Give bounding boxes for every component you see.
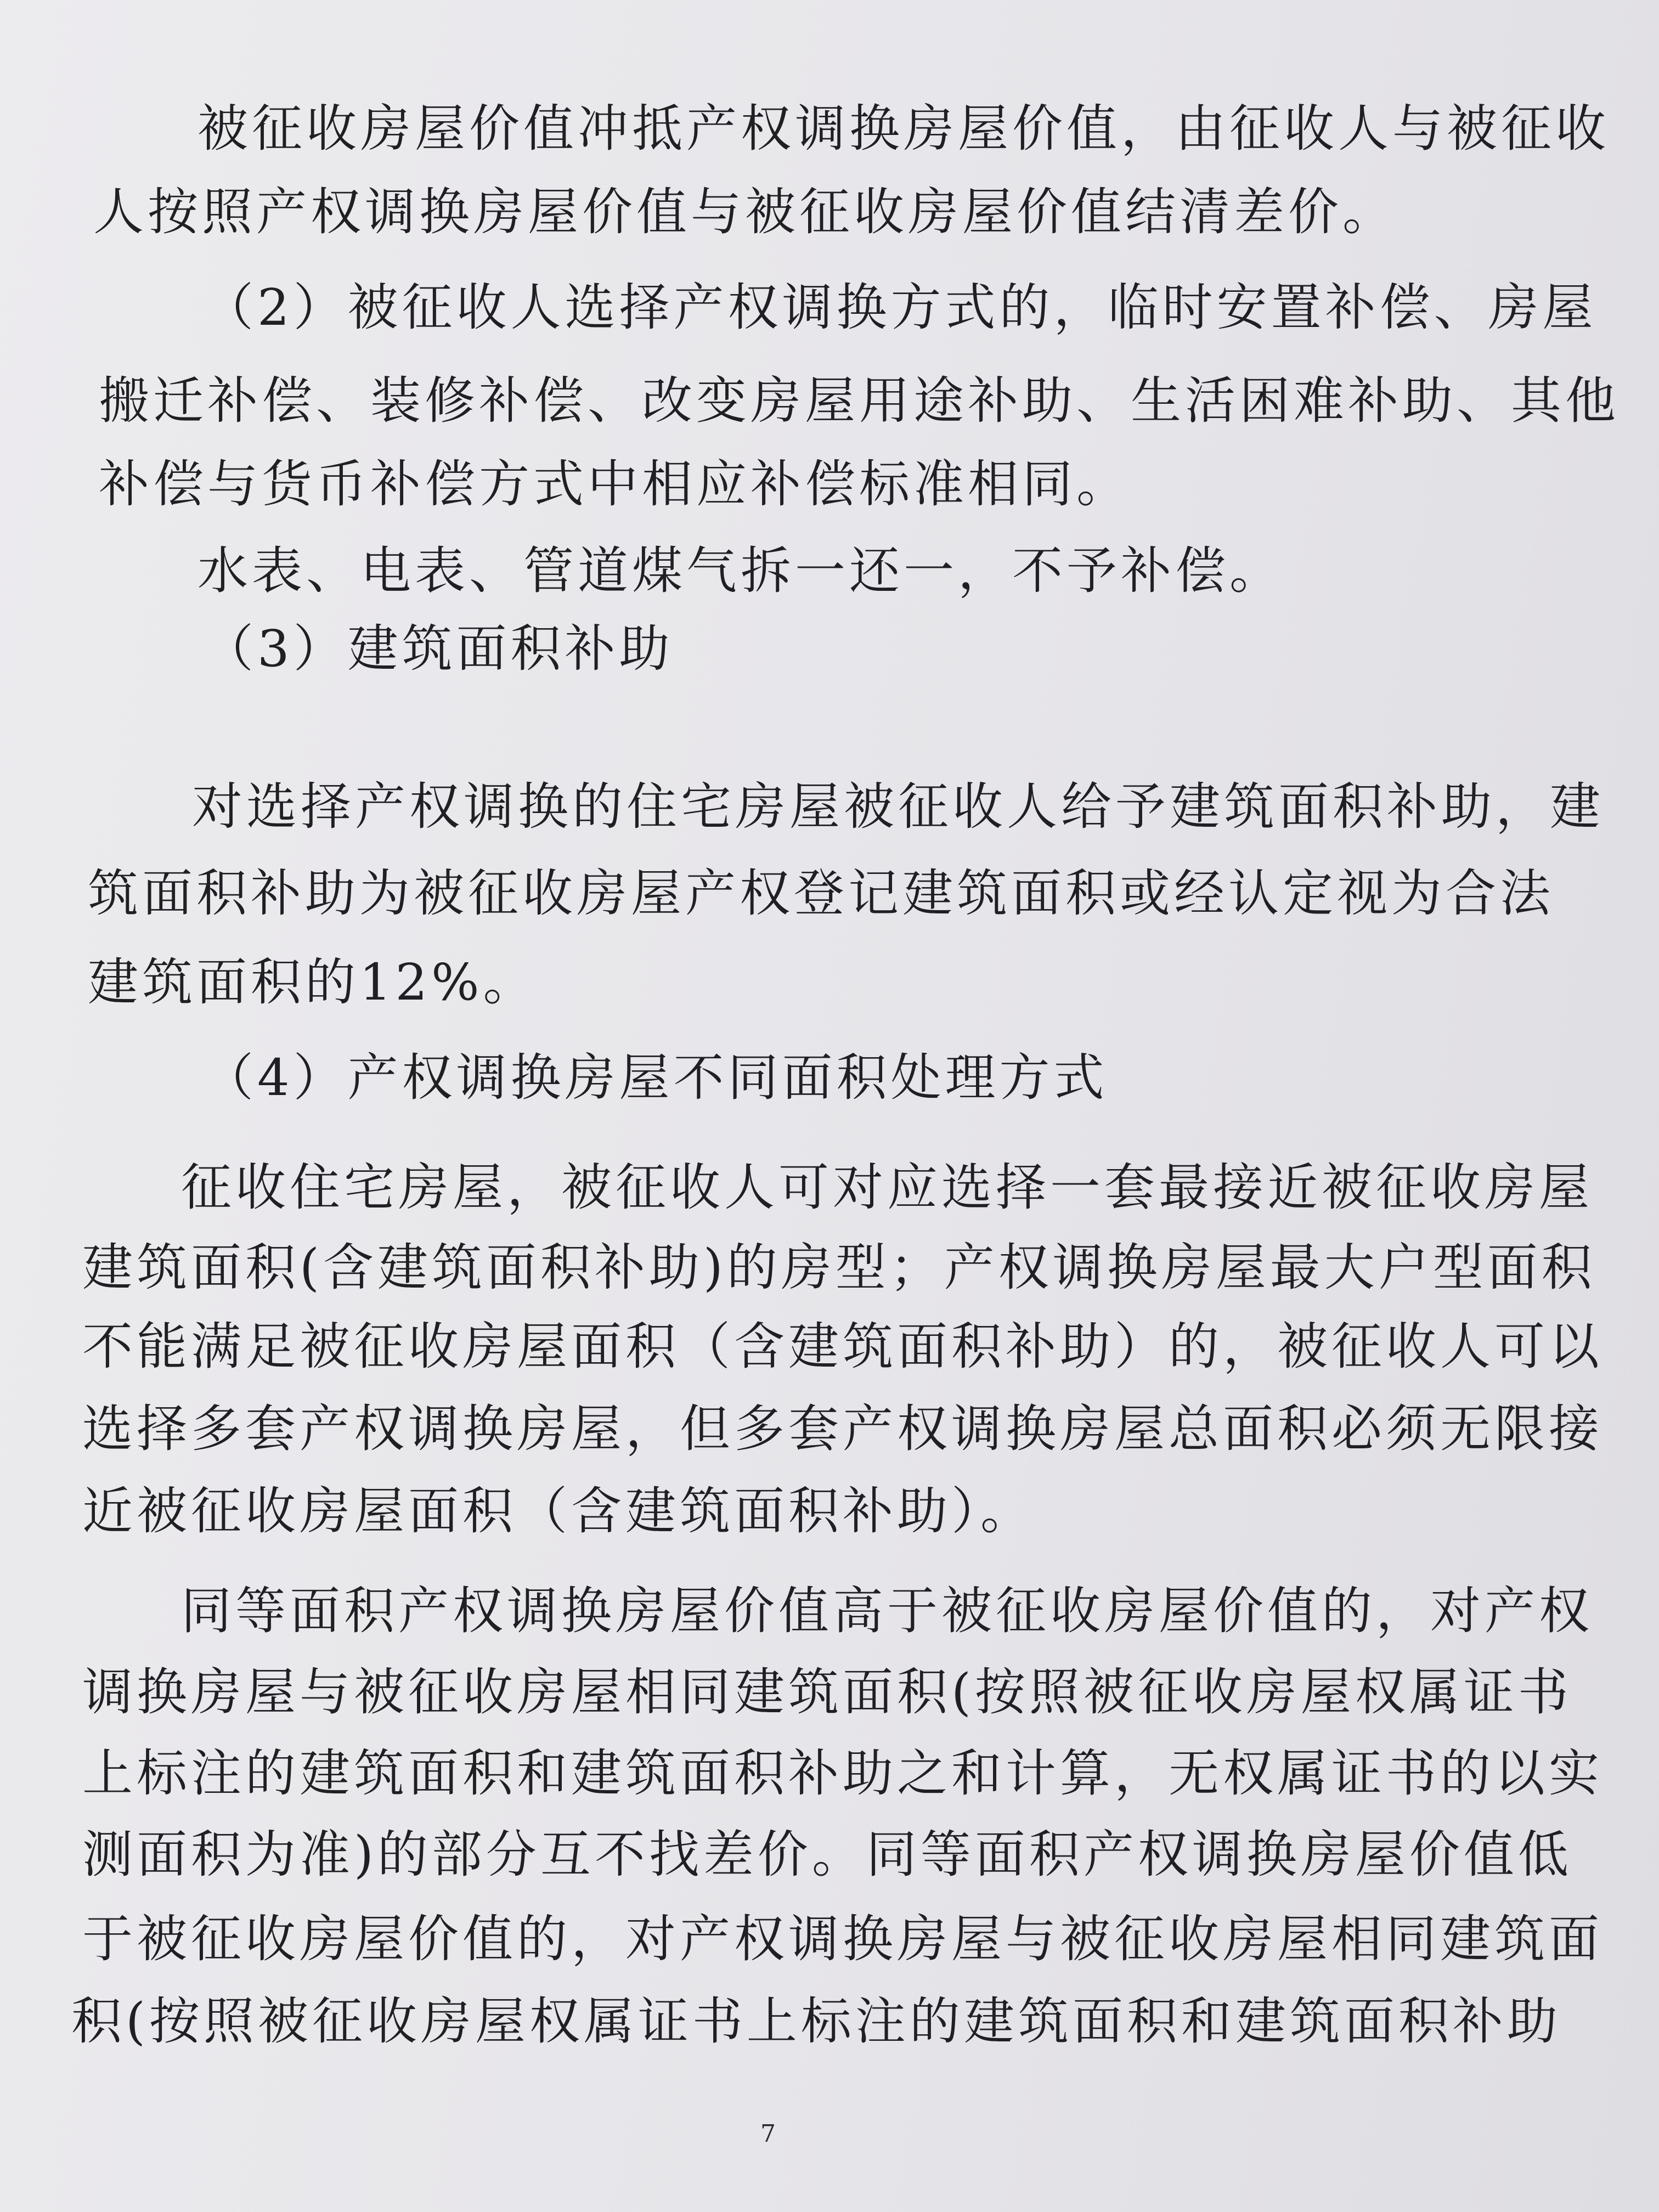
text-line: （2）被征收人选择产权调换方式的，临时安置补偿、房屋	[203, 278, 1597, 337]
text-line: 对选择产权调换的住宅房屋被征收人给予建筑面积补助，建	[192, 777, 1605, 836]
text-line: 补偿与货币补偿方式中相应补偿标准相同。	[99, 455, 1131, 514]
text-line: 不能满足被征收房屋面积（含建筑面积补助）的，被征收人可以	[82, 1317, 1604, 1376]
section-heading: （3）建筑面积补助	[203, 619, 674, 678]
text-line: 征收住宅房屋，被征收人可对应选择一套最接近被征收房屋	[181, 1158, 1594, 1217]
text-line: 调换房屋与被征收房屋相同建筑面积(按照被征收房屋权属证书	[82, 1663, 1572, 1722]
text-line: 近被征收房屋面积（含建筑面积补助）。	[82, 1482, 1035, 1541]
text-line: 上标注的建筑面积和建筑面积补助之和计算，无权属证书的以实	[82, 1744, 1604, 1803]
text-line: 水表、电表、管道煤气拆一还一，不予补偿。	[198, 541, 1284, 600]
section-heading: （4）产权调换房屋不同面积处理方式	[203, 1048, 1108, 1107]
text-line: 被征收房屋价值冲抵产权调换房屋价值，由征收人与被征收	[198, 99, 1610, 158]
text-line: 搬迁补偿、装修补偿、改变房屋用途补助、生活困难补助、其他	[99, 371, 1620, 430]
text-line: 积(按照被征收房屋权属证书上标注的建筑面积和建筑面积补助	[71, 1992, 1561, 2051]
text-line: 建筑面积的12%。	[88, 953, 538, 1012]
text-line: 选择多套产权调换房屋，但多套产权调换房屋总面积必须无限接	[82, 1400, 1604, 1458]
text-line: 测面积为准)的部分互不找差价。同等面积产权调换房屋价值低	[82, 1825, 1572, 1884]
text-line: 同等面积产权调换房屋价值高于被征收房屋价值的，对产权	[181, 1582, 1594, 1640]
text-line: 筑面积补助为被征收房屋产权登记建筑面积或经认定视为合法	[88, 864, 1555, 923]
text-line: 人按照产权调换房屋价值与被征收房屋价值结清差价。	[93, 183, 1397, 241]
text-line: 建筑面积(含建筑面积补助)的房型；产权调换房屋最大户型面积	[82, 1238, 1596, 1297]
page-number: 7	[760, 2120, 776, 2148]
text-line: 于被征收房屋价值的，对产权调换房屋与被征收房屋相同建筑面	[82, 1910, 1604, 1968]
